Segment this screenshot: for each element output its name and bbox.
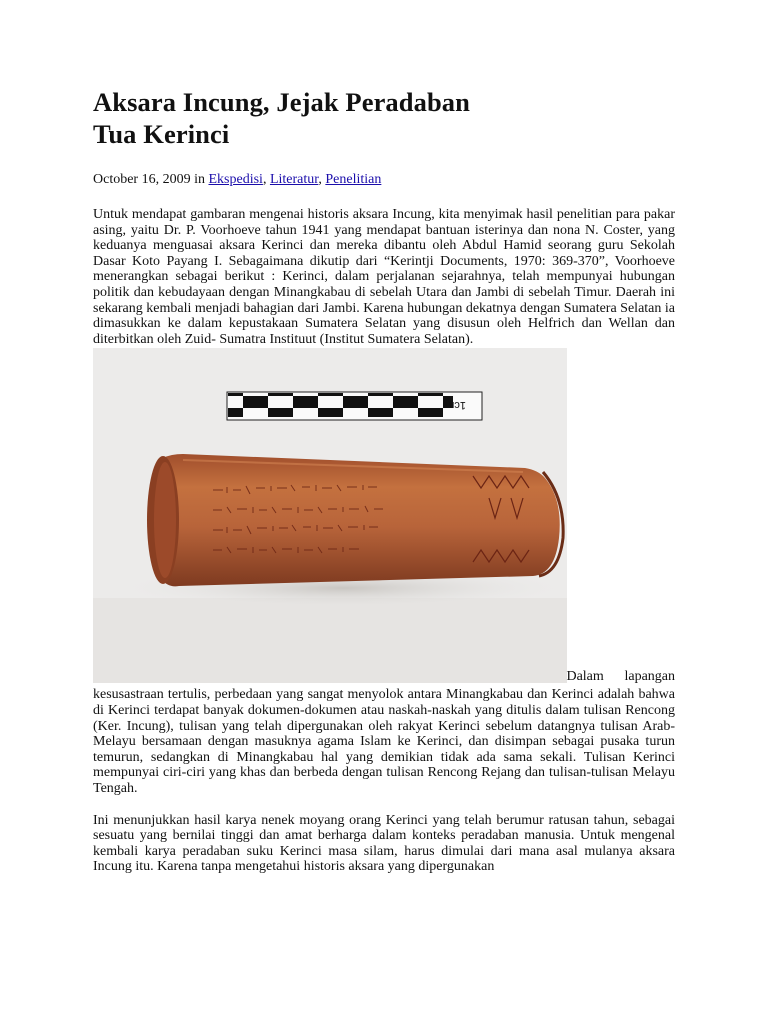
scale-bar xyxy=(227,392,482,420)
paragraph-2-word-1: Dalam xyxy=(566,669,604,685)
article-title-line1: Aksara Incung, Jejak Peradaban xyxy=(93,87,470,117)
paragraph-1: Untuk mendapat gambaran mengenai historis aksara Incung, kita menyimak hasil penelitian para pakar asing, yaitu Dr. P. Voorhoeve tahun 1941 yang mendapat bantuan isterinya dan nona N. Coster, yang keduanya menguasai aksara Kerinci dan mereka dibantu oleh Abdul Hamid seorang guru Sekolah Dasar Koto Payang I. Sebagaimana dikutip dari “Kerintji Documents, 1970: 369-370”, Voorhoeve menerangkan sebagai berikut : Kerinci, dalam perjalanan sejarahnya, telah mempunyai hubungan politik dan kebudayaan dengan Minangkabau di sebelah Utara dan Jambi di sebelah Timur. Daerah ini sekarang kembali menjadi bahagian dari Jambi. Karena hubungan dekatnya dengan Sumatera Selatan ia dimasukkan ke dalam kepustakaan Sumatera Selatan yang disusun oleh Helfrich dan Wellan dan diterbitkan oleh Zuid- Sumatra Instituut (Institut Sumatera Selatan). xyxy=(93,207,675,347)
article xyxy=(93,86,675,875)
category-link-ekspedisi[interactable]: Ekspedisi xyxy=(208,172,263,187)
manuscript-photo xyxy=(93,348,567,683)
category-link-literatur[interactable]: Literatur xyxy=(269,172,319,187)
scale-label: 1cm xyxy=(445,399,466,412)
paragraph-2: kesusastraan tertulis, perbedaan yang sangat menyolok antara Minangkabau dan Kerinci adalah bahwa di Kerinci terdapat banyak dokumen-dokumen atau naskah-naskah yang ditulis dalam tulisan Rencong (Ker. Incung), tulisan yang telah dipergunakan oleh rakyat Kerinci sebelum datangnya tulisan Arab-Melayu bersamaan dengan masuknya agama Islam ke Kerinci, dan disimpan sebagai pusaka turun temurun, sedangkan di Minangkabau hal yang demikian tidak ada sama sekali. Tulisan Kerinci mempunyai ciri-ciri yang khas dan berbeda dengan tulisan Rencong Rejang dan tulisan-tulisan Melayu Tengah. xyxy=(93,687,675,796)
paragraph-2-lead xyxy=(566,669,675,685)
category-link-penelitian[interactable]: Penelitian xyxy=(325,172,382,187)
paragraph-3: Ini menunjukkan hasil karya nenek moyang orang Kerinci yang telah berumur ratusan tahun, sebagai sesuatu yang bernilai tinggi dan amat berharga dalam konteks peradaban manusia. Untuk mengenal kembali karya peradaban suku Kerinci masa silam, harus dimulai dari mana asal mulanya aksara Incung itu. Karena tanpa mengetahui historis aksara yang dipergunakan xyxy=(93,812,675,875)
bamboo-manuscript-image xyxy=(93,348,567,683)
photo-row xyxy=(93,348,675,687)
paragraph-2-word-2: lapangan xyxy=(624,669,675,685)
post-date: October 16, 2009 in xyxy=(93,172,205,187)
article-title xyxy=(93,86,675,150)
post-meta: October 16, 2009 in Ekspedisi, Literatur, Penelitian xyxy=(93,172,382,187)
bamboo-tube xyxy=(147,454,563,586)
article-title-line2: Tua Kerinci xyxy=(93,119,230,149)
